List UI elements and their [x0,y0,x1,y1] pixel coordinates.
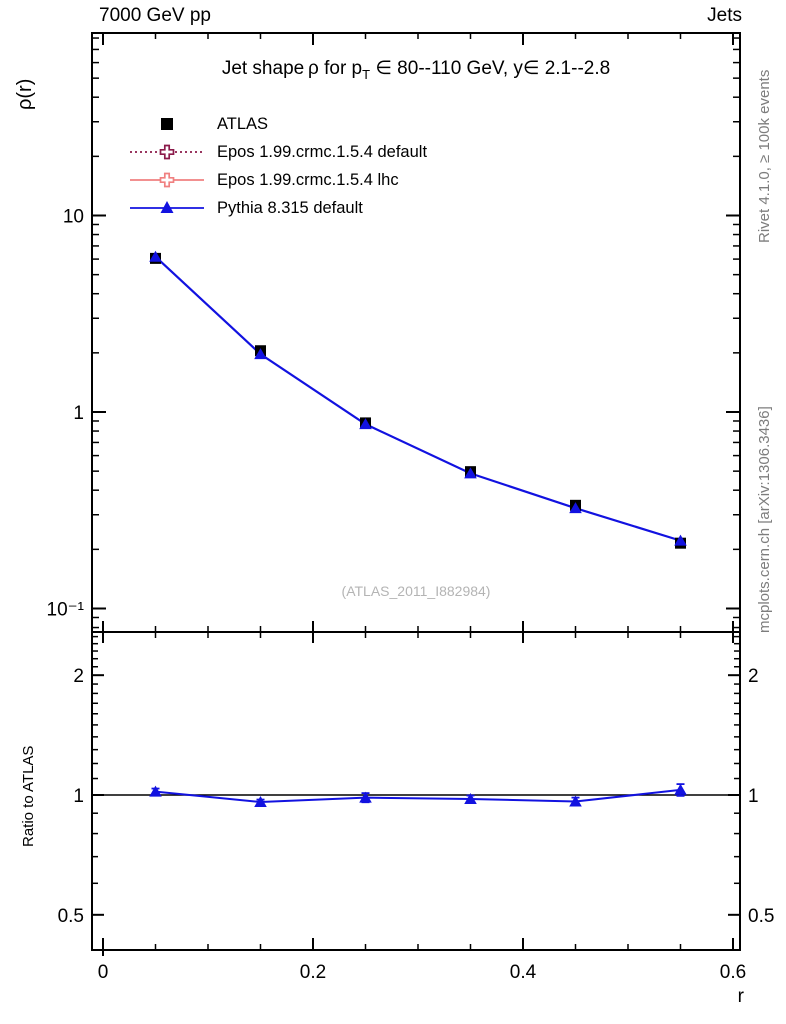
legend-item-1 [127,138,427,166]
title-post: ∈ 80--110 GeV, y∈ 2.1--2.8 [370,58,611,79]
ratio-frame [92,632,740,950]
x-axis-label: r [737,986,744,1007]
ratio-tick-label-right: 2 [748,666,759,688]
legend-marker-open-cross-icon [127,139,207,165]
y-axis-label: ρ(r) [14,78,36,110]
y-tick-label: 1 [73,403,84,424]
ratio-tick-label-left: 0.5 [57,905,84,927]
y-tick-label: 10⁻¹ [46,599,84,621]
rivet-version-note: Rivet 4.1.0, ≥ 100k events [756,69,773,243]
x-tick-label: 0.6 [719,962,747,983]
title-pre: Jet shape ρ for p [221,58,363,79]
main-y-tick-labels [47,207,85,621]
legend-item-2 [127,166,427,194]
legend [127,110,427,222]
plot-title [222,57,610,82]
x-tick-label: 0.4 [509,962,537,983]
y-tick-label: 10 [62,206,84,228]
legend-label: Epos 1.99.crmc.1.5.4 default [217,142,428,161]
x-tick-label: 0.2 [299,962,327,983]
legend-marker-open-cross-icon [127,167,207,193]
analysis-watermark: (ATLAS_2011_I882984) [341,583,491,599]
pythia-line [156,257,681,541]
legend-marker-filled-triangle-icon [127,195,207,221]
legend-item-0 [127,110,427,138]
mcplots-reference-note: mcplots.cern.ch [arXiv:1306.3436] [756,406,773,633]
process-label: Jets [707,5,742,26]
x-tick-label: 0 [97,962,109,983]
ratio-tick-label-left: 1 [73,786,84,807]
x-tick-labels [98,962,747,983]
main-series [149,251,687,549]
ratio-line [156,790,681,802]
beam-energy-label: 7000 GeV pp [99,5,211,26]
legend-marker-filled-square-icon [127,111,207,137]
title-subscript: T [362,66,371,82]
ratio-tick-label-left: 2 [73,666,84,688]
legend-label: ATLAS [217,114,269,133]
legend-item-3 [127,194,427,222]
ratio-y-axis-label: Ratio to ATLAS [20,745,37,847]
legend-label: Pythia 8.315 default [217,198,363,217]
legend-label: Epos 1.99.crmc.1.5.4 lhc [217,170,399,189]
ratio-tick-label-right: 0.5 [748,905,775,927]
ratio-y-axis-ticks [92,637,740,915]
ratio-tick-label-right: 1 [748,786,759,807]
ratio-y-tick-labels [58,666,775,927]
